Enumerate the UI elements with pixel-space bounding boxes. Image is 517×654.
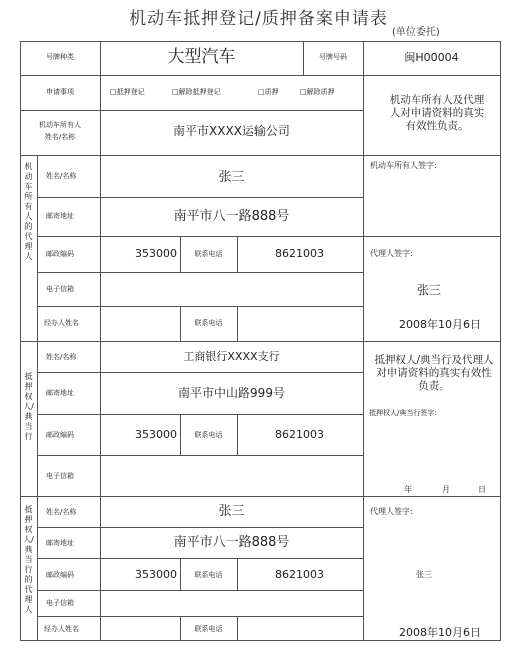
sec1-addr-value: 南平市八一路888号 <box>173 209 290 224</box>
owner-label-2: 姓名/名称 <box>44 133 76 141</box>
sec1-zip-value: 353000 <box>135 247 177 260</box>
option-pledge[interactable]: □质押 <box>258 88 279 96</box>
option-release-mortgage[interactable]: □解除抵押登记 <box>172 88 221 96</box>
sec3-agent-sign-value: 张三 <box>416 570 432 579</box>
sec2-sign-label: 抵押权人/典当行签字: <box>369 409 437 417</box>
sec3-zip-value: 353000 <box>135 568 177 581</box>
apply-label: 申请事项 <box>46 88 74 96</box>
plate-no-label: 号牌号码 <box>319 53 347 61</box>
plate-type-label: 号牌种类 <box>46 53 74 61</box>
sec2-zip-value: 353000 <box>135 428 177 441</box>
sec3-email-label: 电子信箱 <box>46 599 74 607</box>
sec3-name-label: 姓名/名称 <box>46 508 77 516</box>
sec1-handler-phone-label: 联系电话 <box>194 319 223 327</box>
sec3-handler-phone-label: 联系电话 <box>194 625 223 633</box>
sec2-side-label: 抵押权人/典当行 <box>23 372 34 441</box>
sec3-date: 2008年10月6日 <box>399 626 481 639</box>
sec2-addr-value: 南平市中山路999号 <box>178 386 285 400</box>
sec1-handler-label: 经办人姓名 <box>44 319 79 327</box>
sec3-name-value: 张三 <box>218 504 245 519</box>
option-mortgage[interactable]: □抵押登记 <box>110 88 145 96</box>
sec3-addr-label: 邮寄地址 <box>46 539 74 547</box>
sec1-phone-label: 联系电话 <box>194 250 223 258</box>
sec1-zip-label: 邮政编码 <box>46 250 74 258</box>
sec1-phone-value: 8621003 <box>275 247 324 260</box>
sec1-name-label: 姓名/名称 <box>46 172 77 180</box>
sec1-owner-sign-label: 机动车所有人签字: <box>370 161 437 170</box>
sec2-statement: 抵押权人/典当行及代理人对申请资料的真实有效性负责。 <box>374 354 494 392</box>
sec2-date-month: 月 <box>442 485 450 494</box>
sec1-agent-sign-value: 张三 <box>417 283 442 297</box>
sec1-email-label: 电子信箱 <box>46 285 74 293</box>
sec2-zip-label: 邮政编码 <box>46 431 74 439</box>
sec2-date-year: 年 <box>404 485 412 494</box>
sec2-phone-label: 联系电话 <box>194 431 223 439</box>
owner-value: 南平市XXXX运输公司 <box>173 124 290 138</box>
sec2-email-label: 电子信箱 <box>46 472 74 480</box>
sec2-phone-value: 8621003 <box>275 428 324 441</box>
plate-type-value: 大型汽车 <box>167 47 236 67</box>
sec1-agent-sign-label: 代理人签字: <box>370 249 413 258</box>
sec3-phone-value: 8621003 <box>275 568 324 581</box>
sec3-addr-value: 南平市八一路888号 <box>173 535 290 550</box>
unit-note: (单位委托) <box>392 27 440 38</box>
sec1-date: 2008年10月6日 <box>399 318 481 331</box>
sec2-name-label: 姓名/名称 <box>46 353 77 361</box>
sec1-addr-label: 邮寄地址 <box>46 212 74 220</box>
form-title: 机动车抵押登记/质押备案申请表 <box>129 9 388 29</box>
sec2-name-value: 工商银行XXXX支行 <box>183 350 280 363</box>
option-release-pledge[interactable]: □解除质押 <box>300 88 335 96</box>
sec3-handler-label: 经办人姓名 <box>44 625 79 633</box>
sec3-agent-sign-label: 代理人签字: <box>370 507 413 516</box>
owner-statement: 机动车所有人及代理人对申请资料的真实有效性负责。 <box>389 94 485 132</box>
sec3-phone-label: 联系电话 <box>194 571 223 579</box>
sec2-date-day: 日 <box>478 485 486 494</box>
owner-label-1: 机动车所有人 <box>39 121 81 129</box>
sec3-zip-label: 邮政编码 <box>46 571 74 579</box>
sec2-addr-label: 邮寄地址 <box>46 389 74 397</box>
sec1-name-value: 张三 <box>218 170 245 185</box>
plate-no-value: 闽H00004 <box>404 51 459 64</box>
sec1-side-label: 机动车所有人的代理人 <box>24 162 33 261</box>
sec3-side-label: 抵押权人/典当行的代理人 <box>23 505 34 614</box>
